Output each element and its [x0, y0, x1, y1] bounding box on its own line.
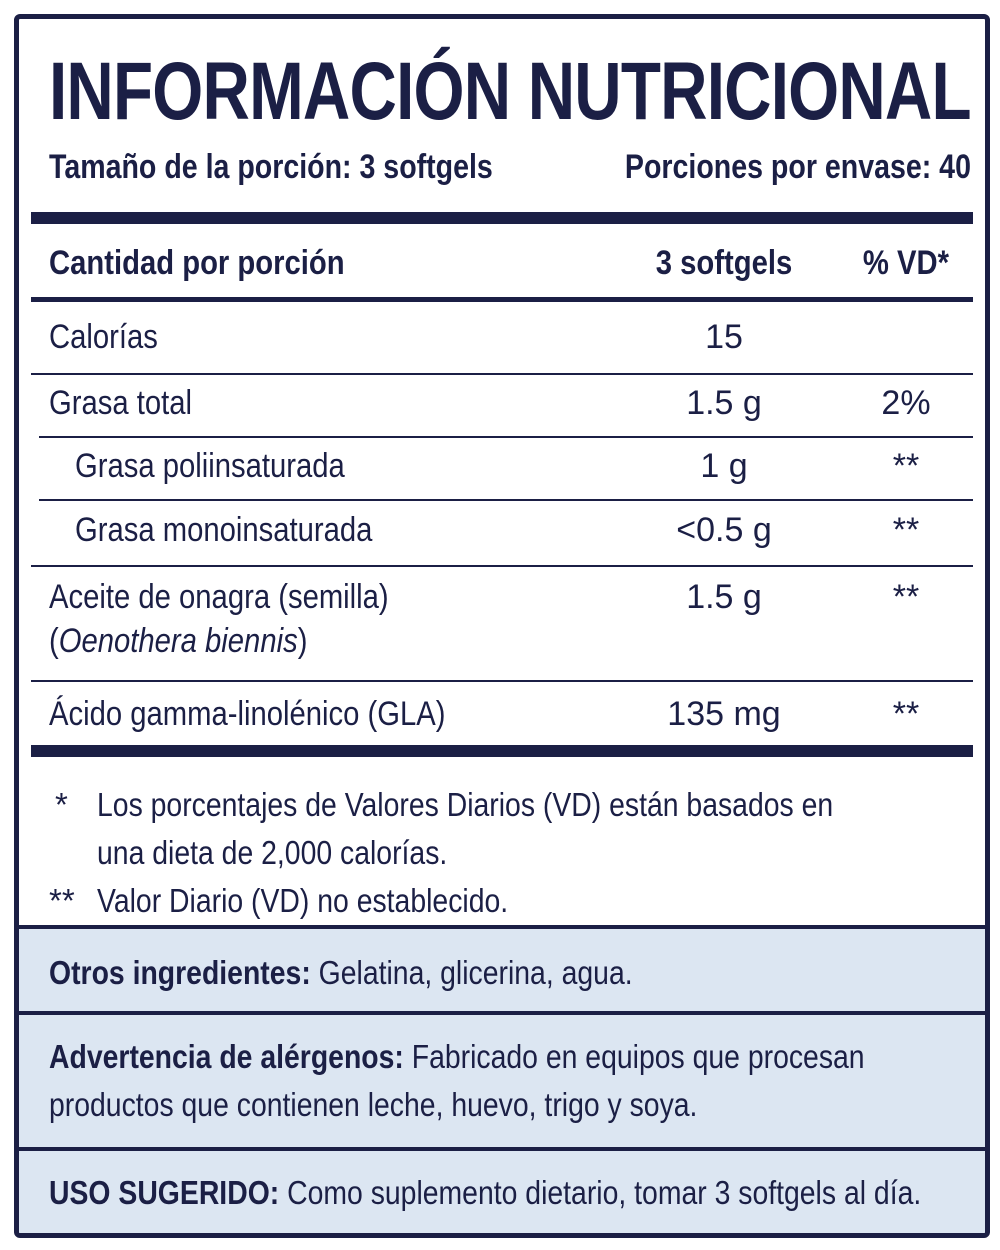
- divider-thick-bottom: [31, 745, 973, 757]
- serving-info: [49, 147, 971, 187]
- serving-size: Tamaño de la porción: 3 softgels: [49, 148, 493, 186]
- nutrient-name-line2-close: ): [297, 622, 308, 660]
- footnote-text: Los porcentajes de Valores Diarios (VD) están basados en una dieta de 2,000 calorías.: [97, 786, 834, 871]
- divider-row: [31, 373, 973, 375]
- nutrient-name-line1: Aceite de onagra (semilla): [49, 578, 389, 616]
- servings-per-container: Porciones por envase: 40: [624, 148, 971, 186]
- nutrient-amount: 1.5 g: [686, 384, 762, 422]
- nutrient-name-line2-open: (: [49, 622, 59, 660]
- nutrient-name: Calorías: [49, 318, 158, 356]
- divider-header: [31, 297, 973, 302]
- nutrient-name: Grasa total: [49, 384, 193, 422]
- nutrient-dv: 2%: [881, 384, 931, 422]
- nutrient-name: Grasa monoinsaturada: [75, 511, 373, 549]
- header-per-serving: 3 softgels: [655, 244, 793, 282]
- footnote: [49, 781, 945, 877]
- footnote-text: Valor Diario (VD) no establecido.: [97, 882, 509, 919]
- footnote-mark: *: [55, 786, 68, 823]
- divider-row: [31, 680, 973, 682]
- suggested-use-text: Como suplemento dietario, tomar 3 softgels al día.: [279, 1174, 922, 1211]
- nutrient-dv: **: [892, 511, 920, 549]
- suggested-use-label: USO SUGERIDO:: [49, 1174, 280, 1211]
- nutrient-dv: **: [892, 447, 920, 485]
- nutrient-amount: <0.5 g: [676, 511, 772, 549]
- nutrient-name: [49, 575, 389, 663]
- label-title: INFORMACIÓN NUTRICIONAL: [49, 46, 971, 137]
- nutrient-dv: **: [892, 578, 920, 616]
- nutrient-amount: 1 g: [700, 447, 748, 485]
- nutrient-name: Grasa poliinsaturada: [75, 447, 345, 485]
- nutrient-amount: 1.5 g: [686, 578, 762, 616]
- botanical-name: Oenothera biennis: [58, 622, 298, 660]
- header-daily-value: % VD*: [862, 244, 950, 282]
- divider-thick-top: [31, 212, 973, 224]
- nutrient-amount: 15: [705, 318, 743, 356]
- other-ingredients-text: Gelatina, glicerina, agua.: [310, 954, 633, 991]
- nutrition-facts-panel: [14, 14, 990, 1238]
- nutrient-amount: 135 mg: [667, 695, 781, 733]
- nutrient-name: Ácido gamma-linolénico (GLA): [49, 695, 446, 733]
- header-amount: Cantidad por porción: [49, 244, 345, 282]
- allergen-warning-text: Fabricado en equipos que procesan productos que contienen leche, huevo, trigo y soya.: [49, 1038, 865, 1123]
- nutrient-dv: **: [892, 695, 920, 733]
- divider-row: [39, 499, 973, 501]
- allergen-warning-section: [19, 1011, 985, 1151]
- footnote-mark: **: [49, 882, 75, 919]
- footnote: [49, 877, 945, 925]
- suggested-use-section: [19, 1147, 985, 1238]
- footnotes: [49, 781, 945, 925]
- allergen-warning-label: Advertencia de alérgenos:: [49, 1038, 404, 1075]
- divider-row: [39, 436, 973, 438]
- other-ingredients-section: [19, 925, 985, 1015]
- other-ingredients-label: Otros ingredientes:: [49, 954, 311, 991]
- divider-row: [31, 565, 973, 567]
